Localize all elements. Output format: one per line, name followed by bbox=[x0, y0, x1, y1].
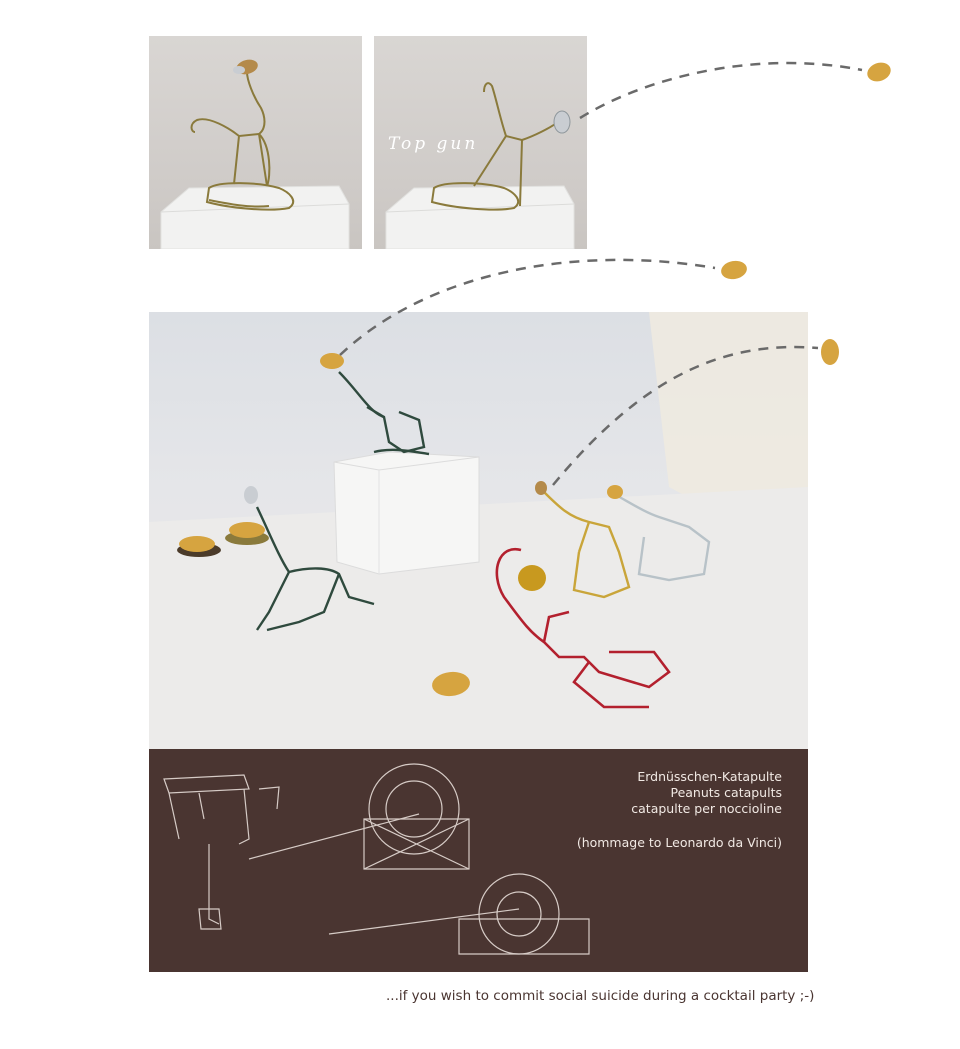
title-german: Erdnüsschen-Katapulte bbox=[637, 769, 782, 784]
top-gun-handwriting: Top gun bbox=[388, 134, 479, 154]
flying-peanut-right bbox=[821, 339, 839, 365]
title-italian: catapulte per noccioline bbox=[631, 801, 782, 816]
trajectory-top bbox=[580, 63, 862, 118]
leonardo-sketch-panel bbox=[149, 749, 808, 972]
title-english: Peanuts catapults bbox=[670, 785, 782, 800]
caption: ...if you wish to commit social suicide during a cocktail party ;-) bbox=[386, 988, 815, 1004]
dashed-trajectories bbox=[340, 63, 862, 485]
flying-peanut-middle bbox=[720, 259, 749, 281]
panel-text-block bbox=[577, 769, 782, 851]
trajectory-right bbox=[553, 347, 818, 485]
flying-peanut-top bbox=[865, 59, 894, 84]
trajectory-middle bbox=[340, 260, 715, 355]
hommage-note: (hommage to Leonardo da Vinci) bbox=[576, 835, 782, 850]
